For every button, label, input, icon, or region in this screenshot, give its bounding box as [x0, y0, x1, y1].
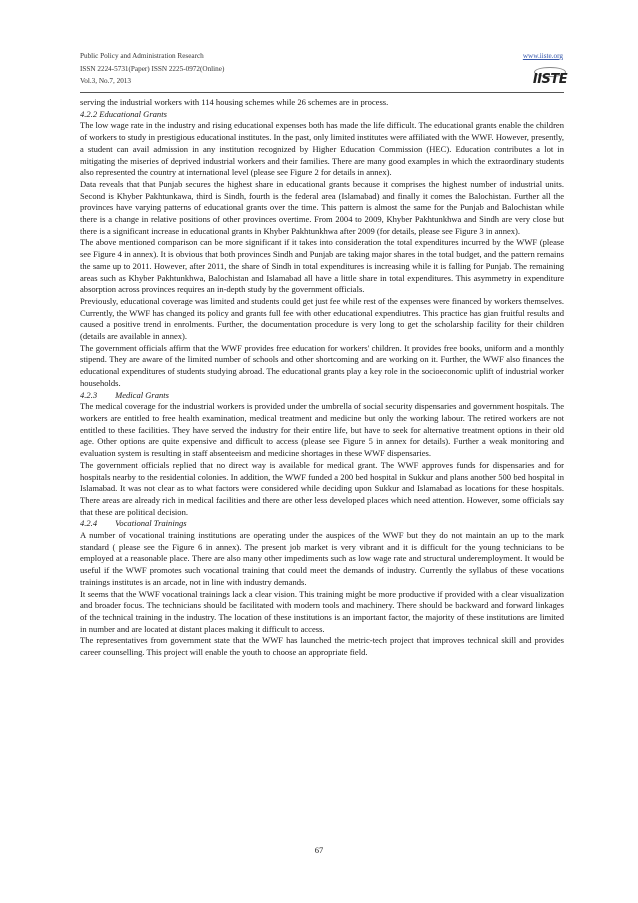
- paragraph: The low wage rate in the industry and rising educational expenses both has made the life difficult. The educational grants enable the children of workers to study in prestigious educational institutes. In the past, only limited institutes were affiliated with the WWF. However, presently, a student can avail admission in any institution recognized by Higher Education Commission (HEC). Education contributes a lot in mitigating the miseries of deprived industrial workers and their families. There are many good examples in which the extraordinary students also represented the country at international level (please see Figure 2 for details in annex).: [80, 120, 564, 178]
- paragraph: The medical coverage for the industrial workers is provided under the umbrella of social security dispensaries and government hospitals. The workers are entitled to free health examination, medical treatment and medicine but only the working labour. The retired workers are not entitled to these facilities. They have served the industry for their entire life, but have to seek for alternative treatment options in their old age. Other options are quite expensive and difficult to access (please see Figure 5 in annex for details). Further a weak monitoring and evaluation system is resulting in staff absenteeism and medicine shortages in these WWF dispensaries.: [80, 401, 564, 459]
- issn-line: ISSN 2224-5731(Paper) ISSN 2225-0972(Online): [80, 64, 225, 73]
- paragraph: The representatives from government state that the WWF has launched the metric-tech project that improves technical skill and provides career counselling. This project will enable the youth to choose an appropriate field.: [80, 635, 564, 658]
- paragraph: Data reveals that that Punjab secures the highest share in educational grants because it comprises the highest number of industrial units. Second is Khyber Pakhtunkawa, third is Sindh, fourth is the federal area (Islamabad) and finally it comes the Balochistan. Further all the provinces have varying patterns of educational grants over the time. This pattern is almost the same for the Punjab and Balochistan while there is a change in relative positions of other provinces overtime. From 2004 to 2009, Khyber Pakhtunkhwa and Sindh are very close but there is a significant increase in educational grants in Khyber Pakhtunkhwa after 2009 (for details, please see Figure 3 in annex).: [80, 178, 564, 236]
- header-divider: [80, 92, 564, 93]
- paragraph: Previously, educational coverage was limited and students could get just fee while rest of the expenses were financed by workers themselves. Currently, the WWF has changed its policy and grants full fee with other educational expendiutres. This practice has gian fruitful results and caused a positive trend in enrolments. Further, the documentation procedure is very long to get the scholarship facility for their children (details are available in annex).: [80, 295, 564, 342]
- section-number: 4.2.3: [80, 389, 98, 400]
- paragraph: The government officials replied that no direct way is available for medical grant. The WWF approves funds for dispensaries and for hospitals nearby to the residential colonies. In addition, the WWF funded a 200 bed hospital in Sukkur and plans another 500 bed hospital in Islamabad. It was not clear as to what factors were considered while deciding upon Sukkur and Islamabad as locations for these hospitals. There areas are already rich in medical facilities and there are other less developed places which need attention. However, some officials say that these are political decision.: [80, 459, 564, 517]
- page-header: [80, 50, 563, 88]
- section-heading-medical-grants: [80, 390, 564, 402]
- iiste-logo: [534, 64, 566, 89]
- paragraph: The above mentioned comparison can be more significant if it takes into consideration the total expenditures incurred by the WWF (please see Figure 4 in annex). It is obvious that both provinces Sindh and Punjab are taking major shares in the total budget, and the pattern remains the same up to 2011. However, after 2011, the share of Sindh in total expenditures is increasing while it is falling for Punjab. The remaining areas such as Khyber Pakhtunkhwa, Balochistan and Islamabad all have a little share in total expenditures. This asymmetry in expenditure absorption across provinces requires an in-depth study by the government officials.: [80, 237, 564, 295]
- logo-text: IISTE: [532, 71, 568, 87]
- paragraph: It seems that the WWF vocational trainings lack a clear vision. This training might be more productive if provided with a clear visualization and broader focus. The technicians should be facilitated with modern tools and machinery. There should be backward and forward linkages of the technical training in the industry. The location of these institutions is an important factor, the majority of these institutions are limited in number and are located at distant places making it difficult to access.: [80, 588, 564, 634]
- section-number: 4.2.4: [80, 518, 98, 529]
- paragraph: serving the industrial workers with 114 housing schemes while 26 schemes are in process.: [80, 97, 389, 107]
- volume-line: Vol.3, No.7, 2013: [80, 77, 131, 85]
- section-title: Medical Grants: [115, 389, 169, 400]
- journal-url-link[interactable]: www.iiste.org: [522, 52, 563, 60]
- page-number: 67: [314, 845, 324, 855]
- article-body: [80, 97, 564, 659]
- section-title: Vocational Trainings: [115, 518, 187, 529]
- paragraph: The government officials affirm that the WWF provides free education for workers' children. It provides free books, uniform and a monthly stipend. They are aware of the limited number of schools and other shortcoming and are working on it. Further, the WWF also finances the educational expenditures of students studying abroad. The educational grants play a key role in the socioeconomic uplift of industrial worker households.: [80, 342, 564, 388]
- section-heading-educational-grants: 4.2.2 Educational Grants: [80, 108, 167, 119]
- section-heading-vocational-trainings: [80, 518, 564, 530]
- paragraph: A number of vocational training institutions are operating under the auspices of the WWF but they do not maintain an up to the mark standard ( please see the Figure 6 in annex). The present job market is very vibrant and it is difficult for the young technicians to be employed at a reasonable place. There are also many other impediments such as low wage rate and structural underemployment. It would be useful if the WWF promotes such vocational training that could meet the demands of industry. Currently the syllabus of these vocations trainings institutes is an arcade, not in line with industry demands.: [80, 530, 564, 587]
- journal-title: Public Policy and Administration Research: [80, 52, 204, 60]
